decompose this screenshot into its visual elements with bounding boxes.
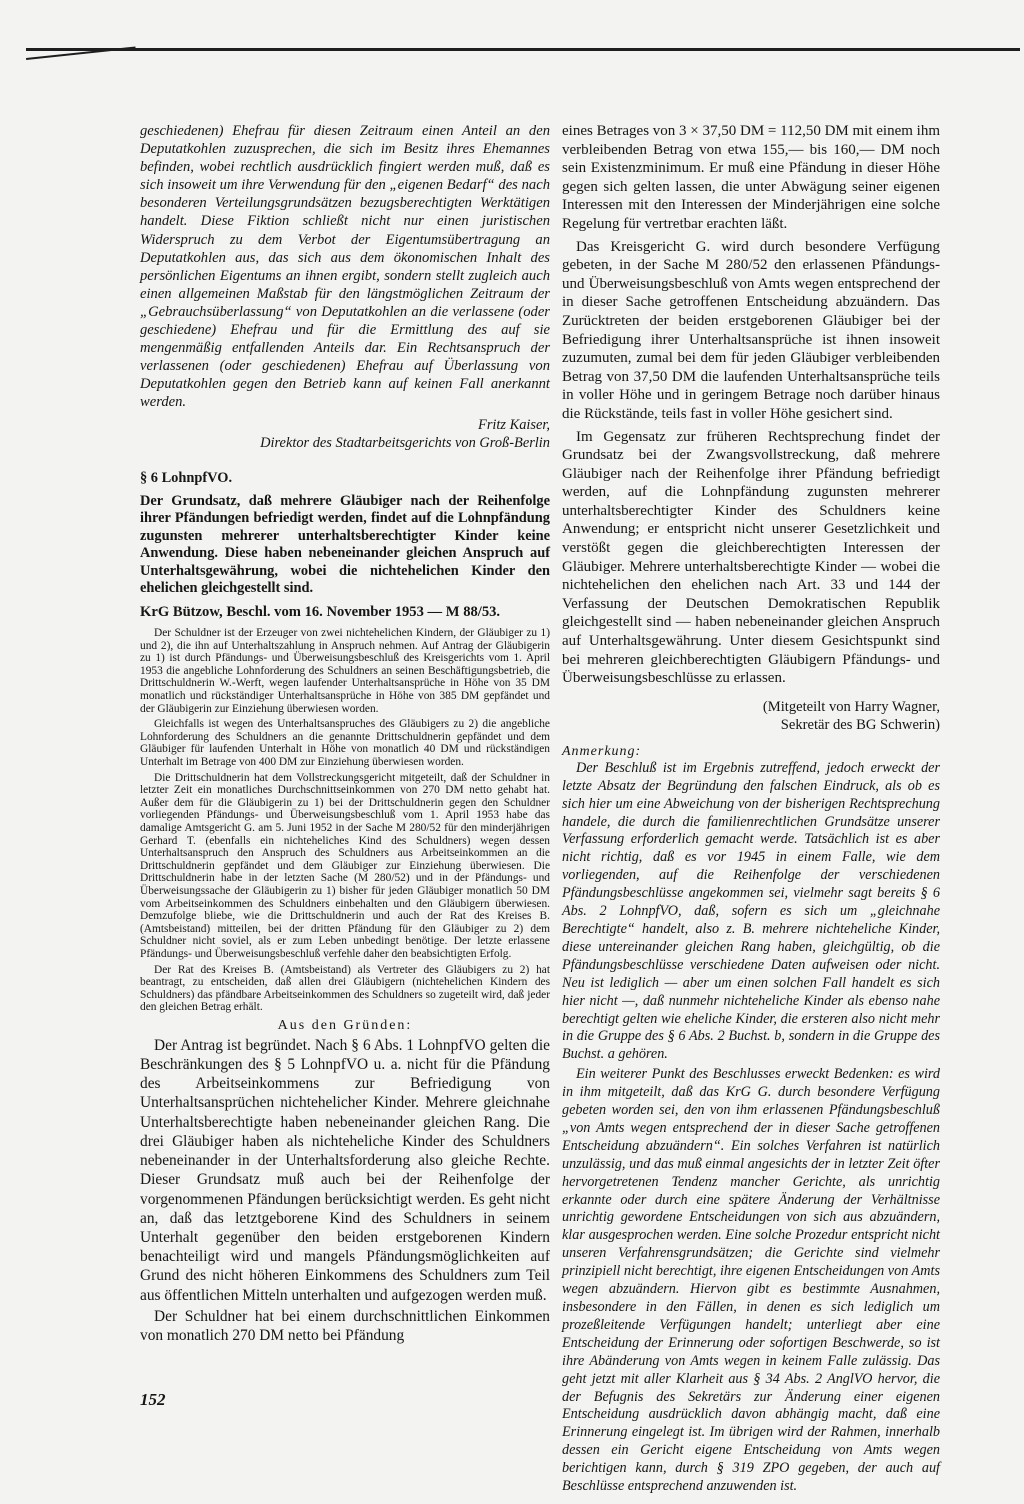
intro-italic-paragraph: geschiedenen) Ehefrau für diesen Zeitraum einen Anteil an den Deputatkohlen zuzusprechen, die sich im Besitz ihres Ehemannes befinden, wobei rechtlich ausdrücklich fingiert werden muß, daß es sich insoweit um ihre Verwendung für den „eigenen Bedarf“ des nach besonderen Verteilungsgrundsätzen bezugsberechtigten Werktätigen handelt. Diese Fiktion schließt nicht nur einen juristischen Widerspruch zu dem Verbot der Eigentumsübertragung an Deputatkohlen aus, das sich aus dem ökonomischen Inhalt des persönlichen Eigentums an ihnen ergibt, sondern stellt zugleich auch einen allgemeinen Maßstab für den längstmöglichen Zeitraum der „Gebrauchsüberlassung“ von Deputatkohlen an die verlassene (oder geschiedene) Ehefrau und für die Ermittlung des auf sie mengenmäßig entfallenden Anteils dar. Ein Rechtsanspruch der verlassenen (oder geschiedenen) Ehefrau auf Überlassung von Deputatkohlen gegen den Betrieb kann auf keinen Fall anerkannt werden. (140, 123, 550, 411)
right-paragraph: Das Kreisgericht G. wird durch besondere Verfügung gebeten, in der Sache M 280/52 den erlassenen Pfändungs- und Überweisungsbeschluß von Amts wegen entsprechend der in dieser Sache getroffenen Entscheidung abzuändern. Das Zurücktreten der beiden erstgeborenen Gläubiger bei der Befriedigung ihrer Unterhaltsansprüche ist ihnen insoweit zuzumuten, zumal bei dem für jeden Gläubiger verbleibenden Betrag von 37,50 DM die laufenden Unterhaltsansprüche teils in voller Höhe und in geringem Betrage noch darüber hinaus die Rückstände, teils fast in voller Höhe gesichert sind. (562, 238, 940, 422)
right-paragraph: Im Gegensatz zur früheren Rechtsprechung findet der Grundsatz bei der Zwangsvollstreckung, daß mehrere Gläubiger nach der Reihenfolge ihrer Pfändung befriedigt werden, auf die Lohnpfändung zugunsten mehrerer unterhaltsberechtigter Kinder des Schuldners keine Anwendung; er entspricht nicht unserer Gesetzlichkeit und verstößt gegen die gleichberechtigten Interessen der Gläubiger. Mehrere unterhaltsberechtigte Kinder — wobei die nichtehelichen den ehelichen nach Art. 33 und 144 der Verfassung der Deutschen Demokratischen Republik gleichgestellt sind — haben nebeneinander gleichen Anspruch auf Unterhaltsgewährung. Unter diesem Gesichtspunkt sind bei mehreren gleichberechtigten Gläubigern Pfändungs- und Überweisungsbeschlüsse zu erlassen. (562, 428, 940, 687)
reasons-heading: Aus den Gründen: (277, 1017, 413, 1033)
annotation-paragraph: Der Beschluß ist im Ergebnis zutreffend, jedoch erweckt der letzte Absatz der Begründung den falschen Eindruck, als ob es sich hier um eine Abweichung von der bisherigen Rechtsprechung handele, die durch die familienrechtlichen Grundsätze unserer Verfassung erforderlich gemacht werde. Tatsächlich ist es aber nicht richtig, daß es vor 1945 in einem Falle, wie dem vorliegenden, auf die Reihenfolge der verschiedenen Pfändungsbeschlüsse angekommen sei, vielmehr sagt bereits § 6 Abs. 2 LohnpfVO, daß, sofern es sich um „gleichnahe Berechtigte“ handelt, also z. B. mehrere nichteheliche Kinder, diese untereinander gleichen Rang haben, gleichgültig, ob die Pfändungsbeschlüsse verschiedene Daten aufweisen oder nicht. Neu ist lediglich — aber um einen solchen Fall handelt es sich hier nicht —, daß nunmehr nichteheliche Kinder als ebenso nahe berechtigt gelten wie eheliche Kinder, die ersteren also nicht mehr in die Gruppe des § 6 Abs. 2 Buchst. b, sondern in die Gruppe des Buchst. a gehören. (562, 759, 940, 1063)
top-rule (26, 48, 1020, 51)
annotation-paragraph: Ein weiterer Punkt des Beschlusses erweckt Bedenken: es wird in ihm mitgeteilt, daß das KrG G. durch besondere Verfügung gebeten worden sei, den von ihm erlassenen Pfändungsbeschluß „von Amts wegen entsprechend der in dieser Sache getroffenen Entscheidung abzuändern“. Ein solches Verfahren ist natürlich unzulässig, und das muß einmal angesichts der in letzter Zeit öfter hervorgetretenen Tendenz mancher Gerichte, als unrichtig erkannte oder durch eine spätere Änderung der Verhältnisse unrichtig gewordene Entscheidungen von sich aus abzuändern, klar ausgesprochen werden. Eine solche Prozedur entspricht nicht unseren Verfahrensgrundsätzen; die Gerichte sind vielmehr prinzipiell nicht berechtigt, ihre eigenen Entscheidungen von Amts wegen abzuändern. Hiervon gibt es bestimmte Ausnahmen, insbesondere in den Fällen, in denen es sich lediglich um prozeßleitende Verfügungen handelt; unterliegt aber eine Entscheidung der Erinnerung oder sofortigen Beschwerde, so ist ihre Abänderung von Amts wegen in keinem Falle zulässig. Das geht jetzt mit aller Klarheit aus § 34 Abs. 2 AnglVO hervor, die der Befugnis des Sekretärs zur Änderung einer eigenen Entscheidung ausdrücklich davon abhängig macht, daß eine Erinnerung eingelegt ist. Im übrigen wird der Rahmen, innerhalb dessen ein Gericht eigene Entscheidung von Amts wegen berichtigen kann, durch § 319 ZPO gegeben, der auch auf Beschlüsse entsprechend anzuwenden ist. (562, 1066, 940, 1495)
communicated-line: Sekretär des BG Schwerin) (780, 716, 940, 733)
signature-title: Direktor des Stadtarbeitsgerichts von Groß-Berlin (260, 434, 550, 451)
reasons-paragraph: Der Schuldner hat bei einem durchschnittlichen Einkommen von monatlich 270 DM netto bei Pfändung (140, 1307, 550, 1344)
right-paragraph: eines Betrages von 3 × 37,50 DM = 112,50 DM mit einem ihm verbleibenden Betrag von etwa 155,— bis 160,— DM noch sein Existenzminimum. Er muß eine Pfändung in dieser Höhe gegen sich gelten lassen, die unter Abwägung seiner eigenen Interessen mit den Interessen der Minderjährigen eine solche Regelung für vertretbar erachten läßt. (562, 123, 940, 232)
section-heading: § 6 LohnpfVO. (140, 469, 233, 486)
reasons-paragraph: Der Antrag ist begründet. Nach § 6 Abs. 1 LohnpfVO gelten die Beschränkungen des § 5 LohnpfVO u. a. nicht für die Pfändung des Arbeitseinkommens zur Befriedigung von Unterhaltsansprüchen nichtehelicher Kinder. Mehrere gleichnahe Unterhaltsberechtigte haben nebeneinander gleichen Rang. Die drei Gläubiger haben als nichteheliche Kinder des Schuldners nebeneinander in der Unterhaltsforderung also gleiche Rechte. Dieser Grundsatz muß auch bei der Reihenfolge der vorgenommenen Pfändungen berücksichtigt werden. Es geht nicht an, daß das letztgeborene Kind des Schuldners in seinem Unterhalt gegenüber den beiden erstgeborenen Kindern benachteiligt wird und mangels Pfändungsmöglichkeiten auf Grund des nicht höheren Einkommens des Schuldners zum Teil aus öffentlichen Mitteln unterhalten und aufgezogen werden muß. (140, 1036, 550, 1304)
facts-paragraph: Gleichfalls ist wegen des Unterhaltsanspruches des Gläubigers zu 2) die angebliche Lohnforderung des Schuldners an die genannte Drittschuldnerin gepfändet und dem Gläubiger für laufenden Unterhalt in Höhe von monatlich 40 DM und rückständigen Unterhalt im Betrage von 400 DM zur Einziehung überwiesen worden. (140, 718, 550, 768)
facts-paragraph: Der Schuldner ist der Erzeuger von zwei nichtehelichen Kindern, der Gläubiger zu 1) und 2), die ihn auf Unterhaltszahlung in Anspruch nehmen. Auf Antrag der Gläubigerin zu 1) ist durch Pfändungs- und Überweisungsbeschluß des Kreisgerichts vom 1. April 1953 die angebliche Lohnforderung des Schuldners an seinen Beschäftigungsbetrieb, die Drittschuldnerin W.-Werft, wegen laufender Unterhaltsansprüche in Höhe von 35 DM monatlich und rückständiger Unterhaltsansprüche in Höhe von 385 DM gepfändet und der Gläubigerin zur Einziehung überwiesen worden. (140, 627, 550, 715)
facts-paragraph: Die Drittschuldnerin hat dem Vollstreckungsgericht mitgeteilt, daß der Schuldner in letzter Zeit ein monatliches Durchschnittseinkommen von 270 DM netto gehabt hat. Außer dem für die Gläubigerin zu 1) bei der Drittschuldnerin gegen den Schuldner vorliegenden Pfändungs- und Überweisungsbeschluß vom 1. April 1953 habe das damalige Amtsgericht G. am 5. Juni 1952 in der Sache M 280/52 für den minderjährigen Gerhard T. (ebenfalls ein nichteheliches Kind des Schuldners) wegen dessen Unterhaltsanspruch den Anspruch des Schuldners aus Arbeitseinkommen an die Drittschuldnerin gepfändet und dem Gläubiger zur Einziehung überwiesen. Die Drittschuldnerin habe in der letzten Sache (M 280/52) und in der Pfändungs- und Überweisungssache der Gläubigerin zu 1) bisher für jeden Gläubiger monatlich 50 DM vom Arbeitseinkommen des Schuldners einbehalten und den Gläubigern überwiesen. Demzufolge bliebe, wie die Drittschuldnerin und auch der Rat des Kreises B. (Amtsbeistand) mitteilen, bei der dritten Pfändung für den Gläubiger zu 2) dem Schuldner nicht soviel, als er zum Leben unbedingt benötige. Der letzte erlassene Pfändungs- und Überweisungsbeschluß verfehle daher den beabsichtigten Erfolg. (140, 771, 550, 960)
court-line: KrG Bützow, Beschl. vom 16. November 1953 — M 88/53. (140, 604, 501, 621)
page-number: 152 (140, 1390, 166, 1409)
annotation-heading: Anmerkung: (562, 743, 642, 759)
facts-block (140, 627, 550, 1014)
signature-name: Fritz Kaiser, (478, 416, 550, 433)
facts-paragraph: Der Rat des Kreises B. (Amtsbeistand) als Vertreter des Gläubigers zu 2) hat beantragt, zu entscheiden, daß allen drei Gläubigern (nichtehelichen Kindern des Schuldners) das pfändbare Arbeitseinkommen des Schuldners so zugeteilt wird, daß jeder den gleichen Betrag erhält. (140, 963, 550, 1014)
left-column (140, 122, 550, 1345)
communicated-line: (Mitgeteilt von Harry Wagner, (762, 698, 940, 715)
right-column (562, 122, 940, 1496)
headnote: Der Grundsatz, daß mehrere Gläubiger nach der Reihenfolge ihrer Pfändungen befriedigt werden, findet auf die Lohnpfändung zugunsten mehrerer unterhaltsberechtigter Kinder keine Anwendung. Diese haben nebeneinander gleichen Anspruch auf Unterhaltsgewährung, wobei die nichtehelichen Kinder den ehelichen gleichgestellt sind. (140, 492, 550, 597)
